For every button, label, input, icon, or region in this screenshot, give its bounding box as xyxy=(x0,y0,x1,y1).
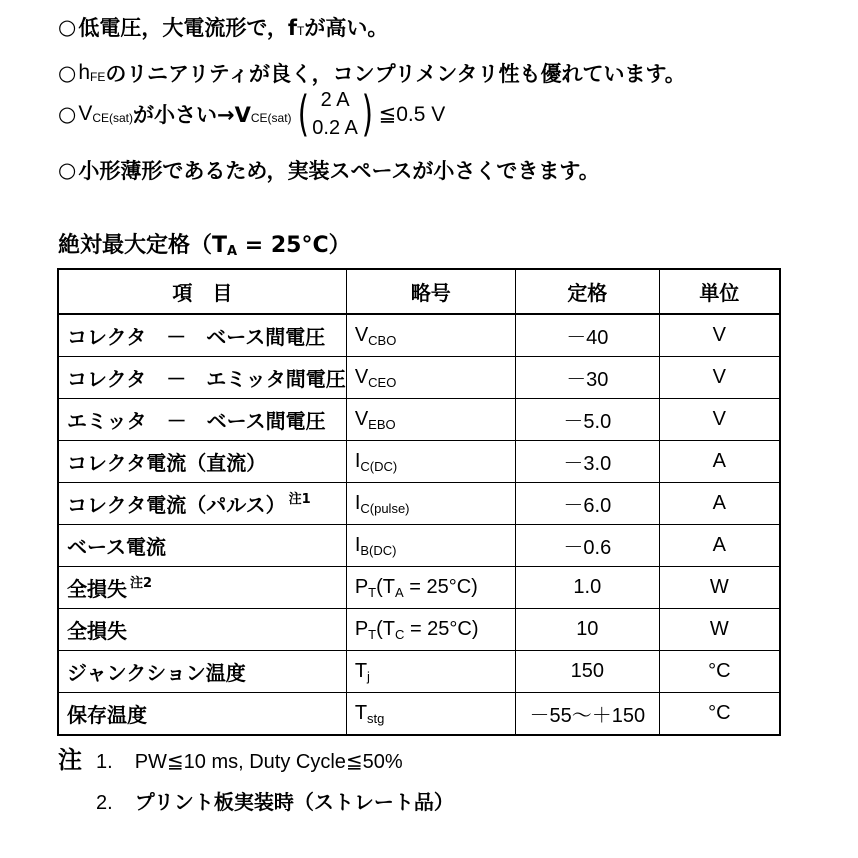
cell-symbol xyxy=(346,483,515,525)
feature-line-1 xyxy=(58,12,388,42)
feature-line-4 xyxy=(58,155,600,185)
cell-unit: A xyxy=(659,525,780,567)
feature-text: のリニアリティが良く，コンプリメンタリ性も優れています。 xyxy=(105,62,686,86)
cell-rating: －6.0 xyxy=(515,483,659,525)
symbol-text: = 25°C) xyxy=(403,576,478,598)
table-row xyxy=(58,441,780,483)
header-symbol: 略号 xyxy=(346,269,515,314)
symbol-text: T xyxy=(354,702,368,724)
cell-symbol xyxy=(346,399,515,441)
feature-text: が小さい→V xyxy=(133,103,251,127)
cell-rating: －40 xyxy=(515,314,659,357)
symbol-text: (T xyxy=(376,576,395,598)
cell-item xyxy=(58,399,346,441)
symbol-subscript: C(DC) xyxy=(360,459,398,474)
cell-symbol xyxy=(346,357,515,399)
cell-symbol xyxy=(346,651,515,693)
cell-rating: －5.0 xyxy=(515,399,659,441)
table-row xyxy=(58,525,780,567)
cell-item xyxy=(58,357,346,399)
feature-text-rest: が高い。 xyxy=(304,16,389,40)
feature-line-3 xyxy=(58,86,445,142)
item-label: エミッタ － ベース間電圧 xyxy=(67,409,326,433)
bullet-mark: ○ xyxy=(58,158,77,182)
symbol-text: I xyxy=(354,450,361,472)
cell-unit: °C xyxy=(659,651,780,693)
bullet-mark: ○ xyxy=(58,15,77,39)
symbol-subscript: stg xyxy=(367,711,385,726)
symbol-subscript: EBO xyxy=(368,417,396,432)
bullet-mark: ○ xyxy=(58,102,77,126)
symbol-text: I xyxy=(354,534,361,556)
feature-text: 低電圧，大電流形で，f xyxy=(78,16,298,40)
section-title-text: 絶対最大定格（T xyxy=(58,233,228,258)
symbol-subscript: T xyxy=(368,627,377,642)
cell-item xyxy=(58,651,346,693)
condition-upper: 2 A xyxy=(320,89,350,111)
cell-unit: W xyxy=(659,609,780,651)
cell-symbol xyxy=(346,567,515,609)
symbol-subscript: CEO xyxy=(368,375,397,390)
symbol-subscript: T xyxy=(368,585,377,600)
section-title xyxy=(58,228,351,259)
cell-rating: －3.0 xyxy=(515,441,659,483)
symbol-text: P xyxy=(354,618,369,640)
symbol-text: V xyxy=(354,366,369,388)
absolute-max-ratings-table xyxy=(57,268,781,736)
section-title-subscript: A xyxy=(227,244,238,259)
item-label: 全損失 xyxy=(67,577,127,601)
symbol-text: V xyxy=(354,324,369,346)
table-row xyxy=(58,314,780,357)
note-reference: 注1 xyxy=(288,492,311,507)
cell-unit: V xyxy=(659,399,780,441)
cell-unit: A xyxy=(659,441,780,483)
item-label: コレクタ － エミッタ間電圧 xyxy=(67,367,346,391)
item-label: コレクタ電流（直流） xyxy=(67,451,267,475)
item-label: 全損失 xyxy=(67,619,127,643)
feature-subscript: FE xyxy=(90,70,106,84)
condition-limit: ≦0.5 V xyxy=(378,102,446,126)
table-row xyxy=(58,567,780,609)
cell-item xyxy=(58,609,346,651)
symbol-text: P xyxy=(354,576,369,598)
symbol-text: T xyxy=(354,660,368,682)
table-row xyxy=(58,609,780,651)
symbol-subscript: A xyxy=(395,585,404,600)
header-item: 項 目 xyxy=(58,269,346,314)
feature-subscript: T xyxy=(297,24,305,38)
table-row xyxy=(58,651,780,693)
item-label: コレクタ電流（パルス） xyxy=(67,493,286,517)
table-row xyxy=(58,357,780,399)
item-label: ジャンクション温度 xyxy=(67,661,246,685)
symbol-text: = 25°C) xyxy=(404,618,479,640)
cell-symbol xyxy=(346,525,515,567)
symbol-subscript: j xyxy=(367,669,370,684)
symbol-text: I xyxy=(354,492,361,514)
symbol-text: (T xyxy=(376,618,395,640)
cell-unit: A xyxy=(659,483,780,525)
vce-subscript-2: CE(sat) xyxy=(250,111,292,125)
note-2 xyxy=(96,786,454,815)
section-title-rest: = 25°C） xyxy=(237,233,351,258)
symbol-subscript: C xyxy=(395,627,405,642)
table-row xyxy=(58,399,780,441)
cell-item xyxy=(58,693,346,736)
cell-unit: V xyxy=(659,314,780,357)
symbol-subscript: C(pulse) xyxy=(360,501,410,516)
cell-rating: 150 xyxy=(515,651,659,693)
right-paren-icon: ) xyxy=(361,86,373,142)
vce-subscript: CE(sat) xyxy=(92,111,134,125)
symbol-subscript: B(DC) xyxy=(360,543,397,558)
cell-rating: －30 xyxy=(515,357,659,399)
cell-unit: W xyxy=(659,567,780,609)
left-paren-icon: ( xyxy=(297,86,309,142)
cell-rating: －0.6 xyxy=(515,525,659,567)
table-row xyxy=(58,693,780,736)
note-text: PW≦10 ms, Duty Cycle≦50% xyxy=(134,751,403,773)
header-unit: 単位 xyxy=(659,269,780,314)
cell-item xyxy=(58,441,346,483)
condition-bracket xyxy=(294,86,377,142)
cell-rating: 1.0 xyxy=(515,567,659,609)
note-reference: 注2 xyxy=(130,576,153,591)
cell-item xyxy=(58,567,346,609)
note-number: 1. xyxy=(96,751,113,773)
cell-item xyxy=(58,314,346,357)
cell-rating: 10 xyxy=(515,609,659,651)
cell-item xyxy=(58,525,346,567)
vce-symbol: V xyxy=(78,102,93,125)
cell-symbol xyxy=(346,693,515,736)
cell-unit: V xyxy=(659,357,780,399)
condition-lower: 0.2 A xyxy=(312,117,358,139)
item-label: 保存温度 xyxy=(67,703,147,727)
cell-unit: °C xyxy=(659,693,780,736)
note-text: プリント板実装時（ストレート品） xyxy=(134,790,454,814)
note-number: 2. xyxy=(96,792,113,814)
table-body xyxy=(58,314,780,735)
cell-symbol xyxy=(346,314,515,357)
symbol-subscript: CBO xyxy=(368,333,397,348)
cell-item xyxy=(58,483,346,525)
feature-line-2 xyxy=(58,58,686,88)
feature-symbol: h xyxy=(78,61,91,84)
table-row xyxy=(58,483,780,525)
feature-text: 小形薄形であるため，実装スペースが小さくできます。 xyxy=(78,159,600,183)
item-label: コレクタ － ベース間電圧 xyxy=(67,325,326,349)
notes-heading: 注 xyxy=(58,746,82,774)
cell-symbol xyxy=(346,441,515,483)
bullet-mark: ○ xyxy=(58,61,77,85)
table-header-row xyxy=(58,269,780,314)
cell-rating: －55～＋150 xyxy=(515,693,659,736)
cell-symbol xyxy=(346,609,515,651)
symbol-text: V xyxy=(354,408,369,430)
header-rating: 定格 xyxy=(515,269,659,314)
item-label: ベース電流 xyxy=(67,535,166,559)
note-1 xyxy=(58,740,403,775)
